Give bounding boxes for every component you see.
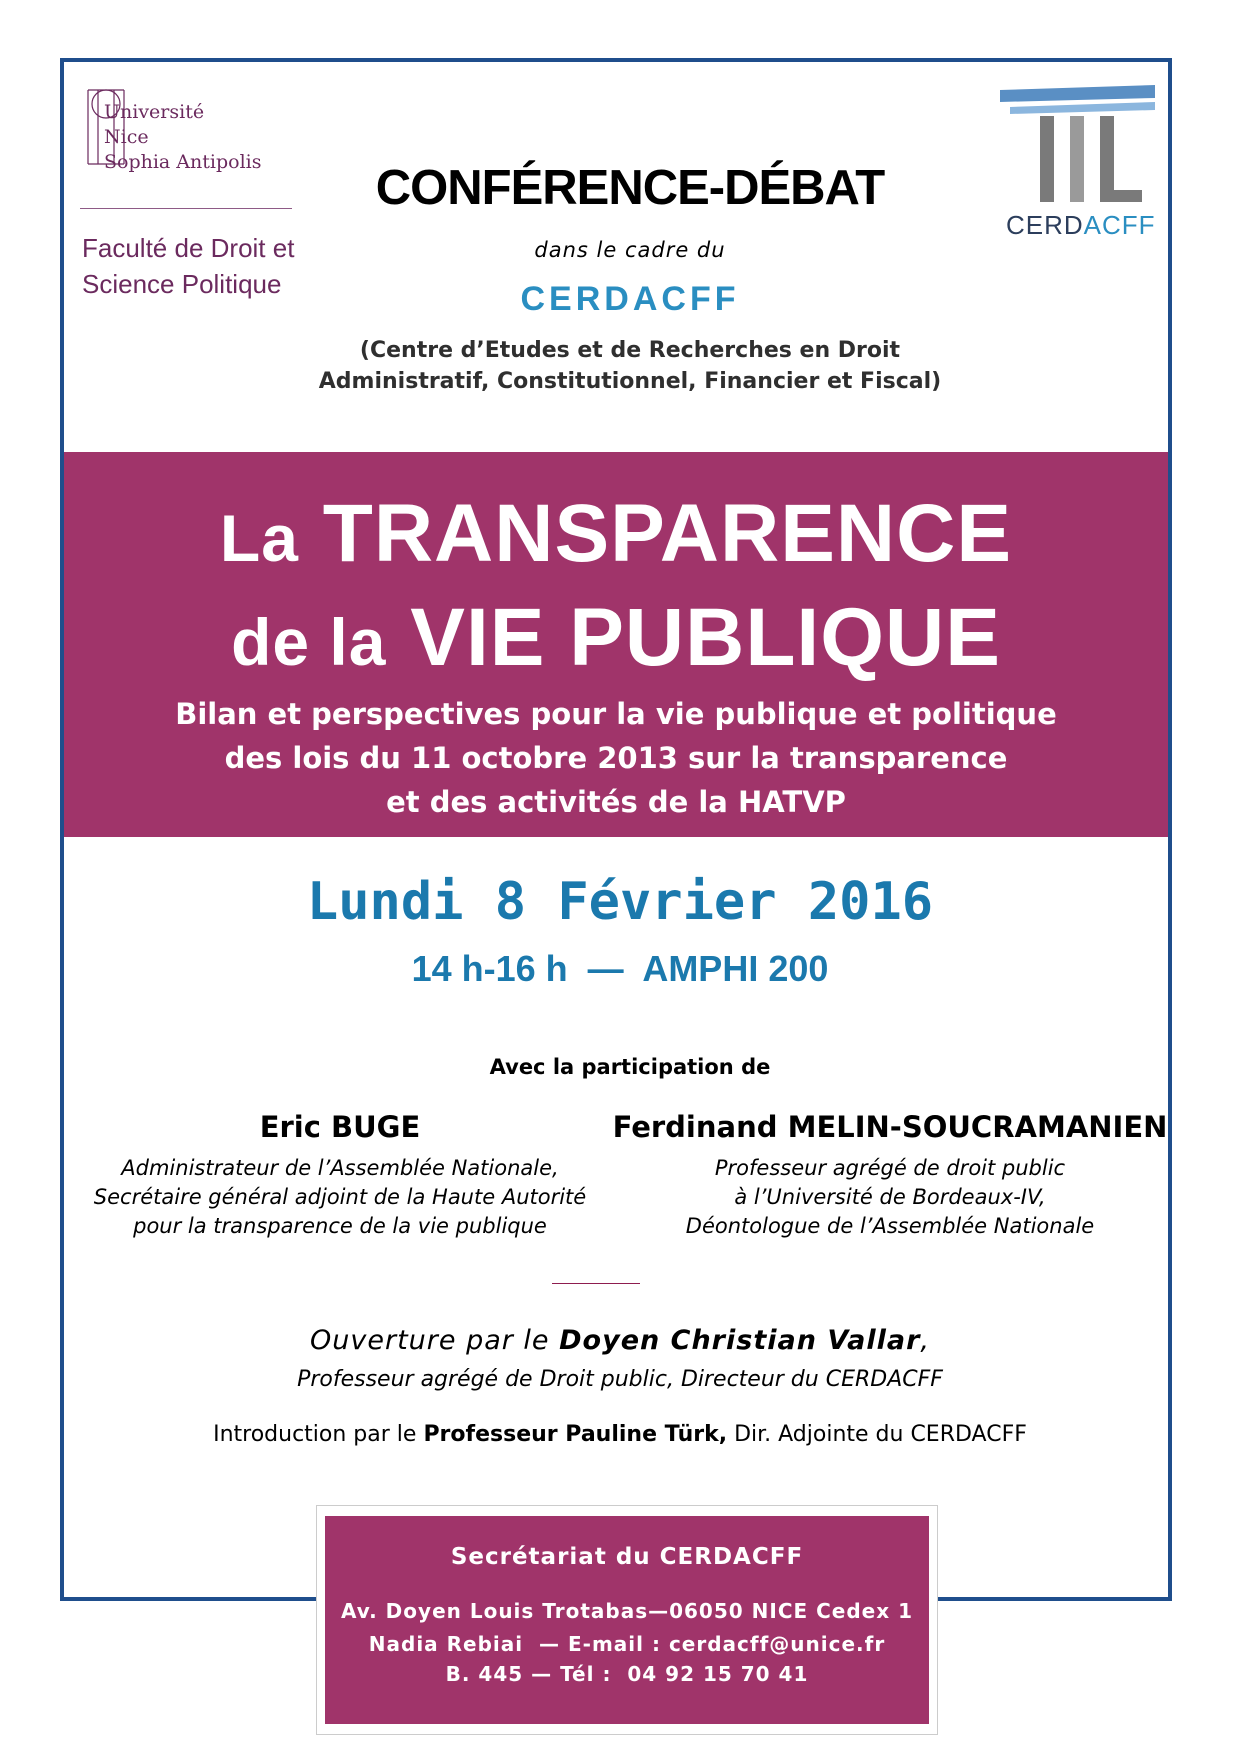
speaker-role-line: Professeur agrégé de droit public (714, 1156, 1066, 1180)
cerdacff-logo-text-dark: CERD (1006, 210, 1084, 240)
speaker-role-line: Administrateur de l’Assemblée Nationale, (121, 1156, 559, 1180)
title-band (64, 452, 1168, 837)
cerdacff-columns-icon (985, 80, 1165, 210)
band-subtitle-line1: Bilan et perspectives pour la vie publique et politique (175, 697, 1057, 731)
speaker-name: Eric BUGE (259, 1110, 421, 1144)
contact-email: Nadia Rebiai — E-mail : cerdacff@unice.fr (368, 1632, 886, 1656)
contact-box (316, 1505, 938, 1735)
header-subtitle: dans le cadre du (534, 238, 726, 262)
participation-heading: Avec la participation de (489, 1055, 771, 1079)
intro-prefix: Introduction par le (213, 1422, 424, 1447)
band-subtitle-line2: des lois du 11 octobre 2013 sur la transparence (224, 741, 1008, 775)
intro-line (120, 1422, 1120, 1447)
contact-phone: B. 445 — Tél : 04 92 15 70 41 (445, 1662, 809, 1686)
speaker-role-line: à l’Université de Bordeaux-IV, (734, 1185, 1046, 1209)
main-title (64, 484, 1168, 692)
separator (552, 1283, 640, 1284)
speaker-role-line: pour la transparence de la vie publique (133, 1214, 547, 1238)
main-title-line1-bold: TRANSPARENCE (322, 488, 1013, 579)
university-name-line1: Université (104, 101, 205, 123)
org-full-line1: (Centre d’Etudes et de Recherches en Droit (359, 338, 901, 363)
org-name: CERDACFF (520, 280, 740, 318)
main-title-line2-bold: VIE PUBLIQUE (410, 592, 1001, 683)
faculty-name-line1: Faculté de Droit et (82, 233, 295, 263)
university-logo-rule (80, 208, 292, 209)
opening-line (120, 1325, 1120, 1356)
cerdacff-logo (985, 80, 1165, 250)
band-subtitle-line3: et des activités de la HATVP (386, 785, 846, 819)
faculty-name-line2: Science Politique (82, 269, 282, 299)
intro-name: Professeur Pauline Türk, (423, 1422, 728, 1447)
intro-suffix: Dir. Adjointe du CERDACFF (727, 1422, 1027, 1447)
org-full-line2: Administratif, Constitutionnel, Financier et Fiscal) (318, 369, 942, 394)
band-subtitle (64, 692, 1168, 824)
contact-address: Av. Doyen Louis Trotabas—06050 NICE Cedex 1 (340, 1599, 914, 1623)
main-title-line1-light: La (219, 501, 299, 575)
university-name-line3: Sophia Antipolis (104, 151, 262, 173)
cerdacff-logo-text-accent: ACFF (1083, 210, 1156, 240)
contact-title: Secrétariat du CERDACFF (450, 1544, 804, 1570)
contact-panel (325, 1516, 929, 1724)
event-date: Lundi 8 Février 2016 (306, 872, 934, 932)
opening-role: Professeur agrégé de Droit public, Directeur du CERDACFF (297, 1367, 943, 1392)
org-full-name (300, 335, 960, 397)
speaker-name: Ferdinand MELIN-SOUCRAMANIEN (612, 1110, 1168, 1144)
main-title-line2-light: de la (231, 605, 387, 679)
speaker-role-line: Secrétaire général adjoint de la Haute Autorité (93, 1185, 587, 1209)
event-time: 14 h-16 h — AMPHI 200 (411, 948, 829, 989)
opening-prefix: Ouverture par le (310, 1325, 560, 1356)
university-logo (80, 80, 330, 325)
speaker-card (70, 1110, 610, 1241)
speaker-card (610, 1110, 1170, 1241)
page-title: CONFÉRENCE-DÉBAT (375, 161, 885, 215)
speaker-role-line: Déontologue de l’Assemblée Nationale (685, 1214, 1095, 1238)
opening-suffix: , (920, 1325, 930, 1356)
university-name-line2: Nice (104, 126, 149, 148)
opening-name: Doyen Christian Vallar (559, 1325, 921, 1356)
